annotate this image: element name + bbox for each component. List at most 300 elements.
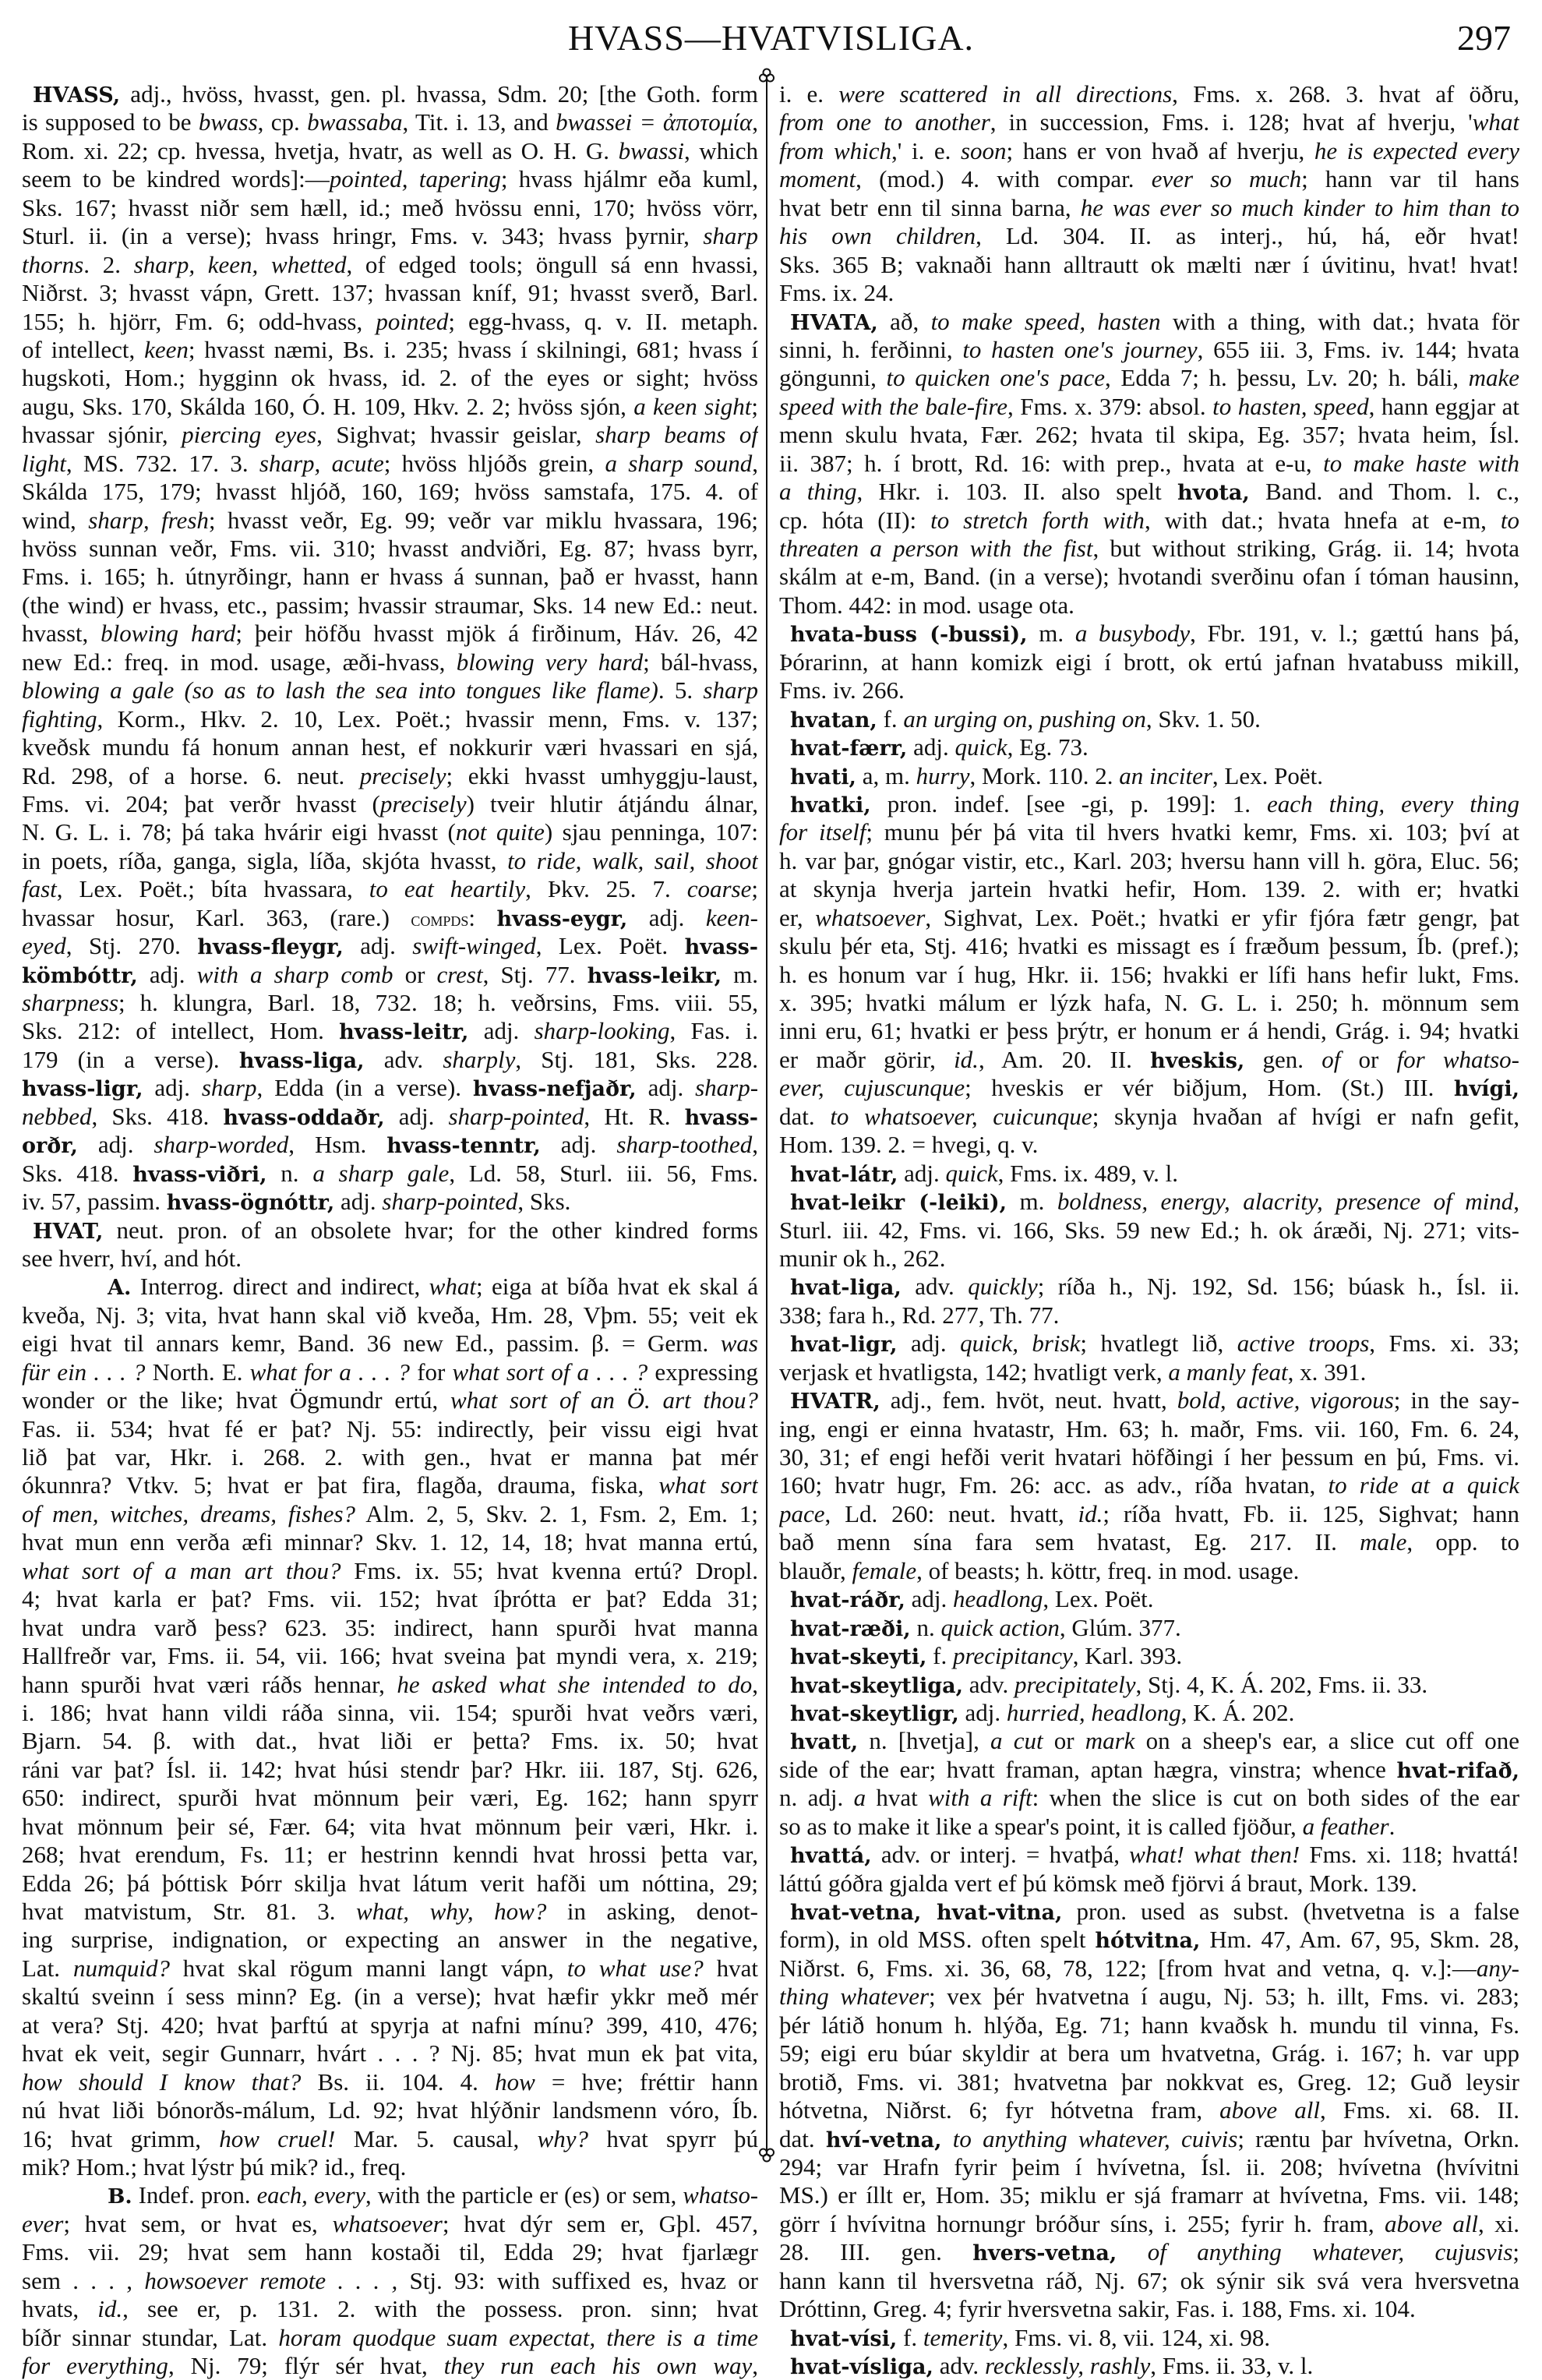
body-text: ; hveskis er vér biðjum, Hom. (St.) III. <box>965 1074 1454 1102</box>
body-text: , <box>752 108 758 136</box>
text-line <box>779 676 1519 704</box>
headword: hvattá, <box>790 1844 872 1869</box>
translation-text: to ride, walk, sail, shoot <box>507 846 758 874</box>
text-line <box>779 2181 1519 2209</box>
body-text: 268; hvat erendum, Fs. 11; er hestrinn kenndi hvat hrossi þetta var, <box>22 1841 758 1869</box>
running-title: HVASS—HVATVISLIGA. <box>567 18 975 58</box>
text-line <box>779 364 1519 392</box>
body-text: , Karl. 393. <box>1072 1642 1183 1670</box>
body-text: ; eiga at bíða hvat ek skal á <box>475 1273 758 1301</box>
headword: hvígi, <box>1453 1077 1519 1102</box>
translation-text: quickly <box>968 1273 1038 1301</box>
translation-text: soon <box>960 136 1007 164</box>
text-line <box>779 1671 1519 1699</box>
translation-text: bwassei = ἀποτομία <box>556 108 753 136</box>
body-text: Fas. ii. 534; hvat fé er þat? Nj. 55: indirectly, þeir vissu eigi hvat <box>22 1414 758 1442</box>
body-text: 59; eigi eru búar skyldir at bera um hvatvetna, Grág. i. 167; h. var upp <box>779 2039 1519 2067</box>
text-line <box>779 2096 1519 2124</box>
translation-text: of <box>1321 1045 1341 1073</box>
body-text: hvasst, <box>22 620 101 648</box>
body-text: of intellect, <box>22 335 145 363</box>
translation-text: a keen sight <box>633 392 752 420</box>
body-text: ; ekki hvasst umhyggju-laust, <box>446 761 758 789</box>
text-line <box>22 1216 758 1245</box>
text-line <box>779 1557 1519 1585</box>
text-line <box>779 1841 1519 1869</box>
left-column <box>22 80 758 2380</box>
text-line <box>779 762 1519 790</box>
headword: hvat-vísliga, <box>790 2355 933 2379</box>
body-text: Hom. 139. 2. = hvegi, q. v. <box>779 1131 1039 1159</box>
body-text: , Skv. 1. 50. <box>1145 704 1261 733</box>
headword: hvati, <box>790 764 856 789</box>
body-text: side of the ear; hvatt framan, aptan hægra, vinstra; whence <box>779 1755 1397 1783</box>
translation-text: sharp-pointed <box>448 1102 584 1130</box>
headword: hvass-eygr, <box>496 906 628 931</box>
body-text: adv. <box>963 1670 1015 1698</box>
body-text: , see er, p. 131. 2. with the possess. pron. sinn; hvat <box>122 2295 758 2323</box>
headword: hvass-viðri, <box>132 1162 267 1187</box>
text-line <box>22 1386 758 1414</box>
text-line <box>779 137 1519 165</box>
body-text: Mar. 5. causal, <box>335 2124 538 2152</box>
text-line <box>779 1813 1519 1841</box>
text-line <box>779 932 1519 960</box>
body-text: = hve; fréttir hann <box>535 2067 758 2096</box>
body-text: hvöss sunnan veðr, Fms. vii. 310; hvasst andviðri, Eg. 87; hvass byrr, <box>22 535 758 562</box>
text-line <box>22 2068 758 2096</box>
headword: hvass-leitr, <box>339 1020 469 1045</box>
body-text: i. 186; hvat hann vildi ráða sinna, vii. 154; spurði hvat veðrs væri, <box>22 1698 758 1726</box>
translation-text: keen <box>144 335 189 363</box>
body-text: , Fms. xi. 33; <box>1369 1329 1519 1358</box>
body-text: m. <box>722 960 758 988</box>
translation-text: ever, cujuscunque <box>779 1074 965 1102</box>
headword: hvass-oddaðr, <box>223 1105 385 1130</box>
body-text: wind, <box>22 506 89 534</box>
headword: hvass-ögnóttr, <box>166 1191 335 1216</box>
text-line <box>779 2039 1519 2067</box>
translation-text: speed with the bale-fire <box>779 392 1008 420</box>
body-text: hvat <box>866 1784 929 1812</box>
headword: hvat-ráðr, <box>790 1588 905 1613</box>
body-text: 179 (in a verse). <box>22 1045 239 1073</box>
body-text: , <box>752 2352 758 2379</box>
body-text: m. <box>1027 620 1075 648</box>
body-text: , Þkv. 25. 7. <box>525 875 687 903</box>
translation-text: sharpness <box>22 989 119 1016</box>
body-text: hvat skal rögum manni langt vápn, <box>169 1954 567 1982</box>
translation-text: male <box>1360 1528 1407 1556</box>
text-line <box>22 1870 758 1898</box>
text-line <box>779 2011 1519 2039</box>
body-text: að, <box>877 307 931 335</box>
translation-text: from which <box>779 136 892 164</box>
text-line <box>779 1898 1519 1926</box>
translation-text: sharp, fresh <box>88 506 209 534</box>
body-text: 294; var Hrafn fyrir þeim í hvívetna, Ísl. ii. 208; hvívetna (hvívitni <box>779 2152 1519 2180</box>
body-text: Sks. 365 B; vaknaði hann alltrautt ok mælti nær í úvitinu, hvat! hvat! <box>779 250 1519 278</box>
text-line <box>779 1585 1519 1613</box>
column-divider <box>766 87 767 2145</box>
headword: hvat-færr, <box>790 736 908 761</box>
text-line <box>22 1756 758 1784</box>
text-line <box>779 1160 1519 1188</box>
translation-text: sharp-worded <box>153 1131 289 1159</box>
body-text: . <box>1389 1812 1396 1840</box>
text-line <box>779 1443 1519 1471</box>
text-line <box>779 705 1519 733</box>
body-text: , Glúm. 377. <box>1059 1613 1181 1641</box>
translation-text: a sharp sound <box>605 449 753 477</box>
body-text: , Sighvat; hvassir geislar, <box>316 421 596 449</box>
text-line <box>22 165 758 193</box>
translation-text: ever so much <box>1151 165 1302 193</box>
body-text: Hm. 47, Am. 67, 95, Skm. 28, <box>1200 1926 1519 1954</box>
body-text: augu, Sks. 170, Skálda 160, Ó. H. 109, Hkv. 2. 2; hvöss sjón, <box>22 392 634 420</box>
body-text: adj. <box>627 903 706 931</box>
translation-text: how cruel! <box>219 2124 336 2152</box>
translation-text: sharply <box>443 1045 516 1073</box>
body-text: ing, engi er einna hvatastr, Hm. 63; h. maðr, Fms. vii. 160, Fm. 6. 24, <box>779 1414 1519 1442</box>
translation-text: what sort <box>658 1471 758 1499</box>
body-text: , MS. 732. 17. 3. <box>65 449 259 477</box>
body-text: new Ed.: freq. in mod. usage, æði-hvass, <box>22 648 457 676</box>
translation-text: to quicken one's pace <box>886 364 1105 392</box>
body-text: adj. <box>540 1131 617 1159</box>
body-text: , Fas. i. <box>669 1017 758 1045</box>
text-line <box>779 875 1519 903</box>
translation-text: above all <box>1384 2209 1479 2237</box>
body-text: hvat undra varð þess? 623. 35: indirect, hann spurði hvat manna <box>22 1613 758 1641</box>
text-line <box>22 1898 758 1926</box>
text-line <box>22 1841 758 1869</box>
body-text: see hverr, hví, and hót. <box>22 1244 242 1272</box>
text-line <box>22 2267 758 2295</box>
text-line <box>22 1273 758 1301</box>
text-line <box>22 2295 758 2323</box>
body-text: adj., fem. hvöt, neut. hvatt, <box>880 1386 1177 1414</box>
translation-text: a cut <box>990 1727 1043 1755</box>
text-line <box>779 336 1519 364</box>
translation-text: fighting <box>22 704 97 733</box>
body-text: nú hvat liði bónorðs-málum, Ld. 92; hvat hlýðnir landsmenn vóro, Íb. <box>22 2096 758 2124</box>
text-line <box>779 1870 1519 1898</box>
text-line <box>22 80 758 108</box>
text-line <box>22 1699 758 1727</box>
body-text: m. <box>1007 1188 1057 1216</box>
body-text: Þórarinn, at hann komizk eigi í brott, ok ertú jafnan hvatabuss mikill, <box>779 648 1519 676</box>
text-line <box>22 2153 758 2181</box>
translation-text: not quite <box>455 818 545 846</box>
text-line <box>22 2324 758 2352</box>
text-line <box>22 1188 758 1216</box>
text-line <box>22 1784 758 1812</box>
text-line <box>779 1103 1519 1131</box>
body-text: . 5. <box>658 676 704 704</box>
text-line <box>22 222 758 250</box>
translation-text: howsoever remote . . . , <box>144 2266 398 2294</box>
translation-text: an inciter <box>1119 761 1212 789</box>
translation-text: blowing a gale (so as to lash the sea into tongues like flame) <box>22 676 658 704</box>
body-text: , Stj. 270. <box>65 932 198 960</box>
body-text: adj. <box>77 1131 154 1159</box>
body-text: Alm. 2, 5, Skv. 2. 1, Fsm. 2, Em. 1; <box>355 1499 758 1527</box>
body-text: Interrog. direct and indirect, <box>131 1273 429 1301</box>
text-line <box>22 393 758 421</box>
translation-text: quick <box>945 1159 998 1187</box>
body-text: , K. Á. 202. <box>1180 1698 1295 1726</box>
text-line <box>779 535 1519 563</box>
headword: hvat-liga, <box>790 1276 902 1301</box>
text-line <box>779 194 1519 222</box>
body-text: lið þat var, Hkr. i. 268. 2. with gen., hvat er manna þat mér <box>22 1443 758 1471</box>
text-line <box>22 620 758 648</box>
body-text: , Stj. 181, Sks. 228. <box>515 1045 758 1073</box>
body-text: , Sighvat, Lex. Poët.; hvatki er yfir fjóra fætr gengr, þat <box>925 903 1519 931</box>
translation-text: sharp-pointed <box>382 1188 518 1216</box>
body-text: ; hvasst næmi, Bs. i. 235; hvass í skilningi, 681; hvass í <box>188 335 758 363</box>
translation-text: to <box>1500 506 1519 534</box>
headword: hótvitna, <box>1095 1929 1201 1954</box>
body-text: verjask et hvatligsta, 142; hvatligt verk, <box>779 1358 1169 1386</box>
text-line <box>22 932 758 960</box>
body-text: ; ríða h., Nj. 192, Sd. 156; búask h., Ísl. ii. <box>1037 1273 1519 1301</box>
text-line <box>22 1813 758 1841</box>
translation-text: what sort of a man art thou? <box>22 1556 341 1584</box>
text-line <box>779 1756 1519 1784</box>
translation-text: fast <box>22 875 57 903</box>
body-text: , <box>752 1670 758 1698</box>
body-text: ,' i. e. <box>891 136 961 164</box>
body-text: on a sheep's ear, a slice cut off one <box>1134 1727 1519 1755</box>
translation-text: whatsoever <box>815 903 926 931</box>
body-text: , Fms. ii. 33, v. l. <box>1150 2352 1314 2379</box>
body-text: hvat mönnum þeir sé, Fær. 64; vita hvat mönnum þeir væri, Hkr. i. <box>22 1812 758 1840</box>
translation-text: of men, witches, dreams, fishes? <box>22 1499 356 1527</box>
text-line <box>779 1358 1519 1386</box>
body-text: f. <box>926 1642 953 1670</box>
body-text: , Tit. i. 13, and <box>402 108 556 136</box>
text-line <box>22 733 758 761</box>
text-line <box>779 1926 1519 1954</box>
text-line <box>779 961 1519 989</box>
body-text: skálm at e-m, Band. (in a verse); hvotandi sverðinu ofan í tóman hausinn, <box>779 563 1519 591</box>
text-line <box>779 847 1519 875</box>
body-text: Edda 26; þá þóttisk Þórr skilja hvat látum verit hafði um nóttina, 29; <box>22 1869 758 1897</box>
body-text: , Sks. 418. <box>91 1102 224 1130</box>
body-text: hugskoti, Hom.; hygginn ok hvass, id. 2. of the eyes or sight; hvöss <box>22 364 758 392</box>
body-text: adv. <box>901 1273 969 1301</box>
body-text: , Fms. x. 268. 3. hvat af öðru, <box>1172 80 1519 108</box>
body-text: Bs. ii. 104. 4. <box>301 2067 496 2096</box>
body-text: , Ld. 304. II. as interj., hú, há, eðr hvat! <box>976 222 1519 250</box>
body-text: : <box>468 903 497 931</box>
translation-text: sharp beams of <box>595 421 758 449</box>
body-text: seem to be kindred words]:— <box>22 165 330 193</box>
headword: hvass-liga, <box>238 1048 365 1073</box>
text-line <box>22 1415 758 1443</box>
text-line <box>779 279 1519 307</box>
body-text: , with dat.; hvata hnefa at e-m, <box>1144 506 1501 534</box>
text-line <box>779 1245 1519 1273</box>
body-text: ; <box>751 875 758 903</box>
headword: hvata-buss (-bussi), <box>790 623 1028 648</box>
text-line <box>22 676 758 704</box>
text-line <box>22 648 758 676</box>
text-line <box>779 2153 1519 2181</box>
translation-text: a <box>853 1784 866 1812</box>
body-text: , Fms. x. 379: absol. <box>1007 392 1213 420</box>
translation-text: from one to another <box>779 108 990 136</box>
translation-text: sharp-looking <box>534 1017 670 1045</box>
text-line <box>779 80 1519 108</box>
headword: hvass-fleygr, <box>197 935 344 960</box>
body-text: , x. 391. <box>1287 1358 1367 1386</box>
body-text: is supposed to be <box>22 108 199 136</box>
translation-text: eyed <box>22 932 66 960</box>
body-text: h. var þar, gnógar vistir, etc., Karl. 203; hversu hann vill h. göra, Eluc. 56; <box>779 846 1519 874</box>
text-line <box>22 251 758 279</box>
translation-text: each thing, every thing <box>1267 789 1519 817</box>
body-text: ; h. klungra, Barl. 18, 732. 18; h. veðrsins, Fms. viii. 55, <box>118 989 758 1016</box>
body-text: ; hvat sem, or hvat es, <box>63 2209 333 2237</box>
translation-text: what <box>429 1273 476 1301</box>
text-line <box>22 1671 758 1699</box>
translation-text: pointed, tapering <box>329 165 501 193</box>
translation-text: to what use? <box>566 1954 704 1982</box>
text-line <box>779 2324 1519 2352</box>
body-text: Fms. xi. 118; hvattá! <box>1300 1841 1519 1869</box>
text-line <box>779 1727 1519 1755</box>
text-line <box>779 222 1519 250</box>
text-line <box>22 2039 758 2067</box>
text-line <box>779 1046 1519 1074</box>
body-text: adj., hvöss, hvasst, gen. pl. hvassa, Sdm. 20; [the Goth. form <box>120 80 758 108</box>
body-text: ; <box>751 392 758 420</box>
body-text: adj. <box>898 1159 946 1187</box>
text-line <box>779 1329 1519 1358</box>
body-text: hvat spyrr þú <box>588 2124 758 2152</box>
text-line <box>22 194 758 222</box>
body-text: Hallfreðr var, Fms. ii. 54, vii. 166; hvat sveina þat myndi vera, x. 219; <box>22 1642 758 1670</box>
body-text: Sturl. iii. 42, Fms. vi. 166, Sks. 59 new Ed.; h. ok áræði, Nj. 271; vits- <box>779 1216 1519 1244</box>
text-line <box>22 762 758 790</box>
translation-text: boldness, energy, alacrity, presence of mind <box>1057 1188 1514 1216</box>
headword: HVASS, <box>33 83 121 108</box>
body-text: hvat <box>703 1954 758 1982</box>
text-line <box>22 1074 758 1102</box>
text-line <box>779 1415 1519 1443</box>
body-text: ) sjau penninga, 107: <box>544 818 758 846</box>
text-line <box>22 705 758 733</box>
translation-text: blowing hard <box>101 620 236 648</box>
translation-text: to hasten, speed <box>1212 392 1369 420</box>
text-line <box>22 875 758 903</box>
body-text: adv. <box>933 2352 985 2379</box>
body-text: inni eru, 61; hvatki er þess þrýtr, er honum er á hendi, Grág. i. 94; hvatki <box>779 1017 1519 1045</box>
body-text: ; hvöss hljóðs grein, <box>383 449 605 477</box>
translation-text: a thing <box>779 478 857 506</box>
body-text: adj. <box>897 1329 961 1358</box>
headword: hvatan, <box>790 708 877 733</box>
translation-text: sharp <box>201 1074 257 1102</box>
body-text: , with the particle er (es) or sem, <box>365 2182 683 2209</box>
body-text: Fms. ix. 55; hvat kvenna ertú? Dropl. <box>341 1556 758 1584</box>
translation-text: was <box>720 1329 758 1358</box>
body-text: 155; h. hjörr, Fm. 6; odd-hvass, <box>22 307 376 335</box>
body-text: adj. <box>468 1017 535 1045</box>
body-text: wonder or the like; hvat Ögmundr ertú, <box>22 1386 451 1414</box>
body-text: ; hvat dýr sem er, Gþl. 457, <box>442 2209 758 2237</box>
body-text: dat. <box>779 2124 826 2152</box>
body-text: 650: indirect, spurði hvat mönnum þeir væri, Eg. 162; hann spyrr <box>22 1784 758 1812</box>
body-text: , Mork. 110. 2. <box>969 761 1120 789</box>
translation-text: a feather <box>1302 1812 1389 1840</box>
body-text: MS.) er íllt er, Hom. 35; miklu er sjá framarr at hvívetna, Fms. vii. 148; <box>779 2181 1519 2209</box>
text-line <box>779 108 1519 136</box>
text-line <box>22 847 758 875</box>
text-line <box>779 251 1519 279</box>
body-text: gen. <box>1244 1045 1322 1073</box>
body-text: láttú góðra gjalda vert ef þú kömsk með fjörvi á braut, Mork. 139. <box>779 1869 1417 1897</box>
translation-text: of anything whatever, cujusvis <box>1147 2238 1513 2266</box>
translation-text: make <box>1468 364 1519 392</box>
headword: hvat-skeytligr, <box>790 1701 959 1726</box>
text-line <box>779 2210 1519 2238</box>
body-text: ráni var þat? Ísl. ii. 142; hvat húsi stendr þar? Hkr. iii. 187, Stj. 626, <box>22 1755 758 1783</box>
body-text: , Eg. 73. <box>1007 733 1089 761</box>
body-text: . 2. <box>83 250 134 278</box>
translation-text: moment <box>779 165 856 193</box>
text-line <box>22 1983 758 2011</box>
translation-text: he was ever so much kinder to him than to <box>1080 193 1519 221</box>
translation-text: crest <box>436 960 483 988</box>
text-line <box>22 1160 758 1188</box>
body-text: , cp. <box>257 108 308 136</box>
body-text: , Lex. Poët.; bíta hvassara, <box>56 875 369 903</box>
text-line <box>22 2210 758 2238</box>
text-line <box>22 507 758 535</box>
body-text: ; ríða hvatt, Fb. ii. 125, Sighvat; hann <box>1103 1499 1519 1527</box>
body-text: blauðr, <box>779 1556 852 1584</box>
body-text: Fms. vi. 204; þat verðr hvasst ( <box>22 789 380 817</box>
body-text: adj. <box>343 932 413 960</box>
text-line <box>22 1500 758 1528</box>
body-text: , 655 iii. 3, Fms. iv. 144; hvata <box>1197 335 1519 363</box>
translation-text: für ein . . . ? <box>22 1358 146 1386</box>
headword: hvass-leikr, <box>587 963 722 988</box>
body-text: Stj. 93: with suffixed es, hvaz or <box>397 2266 758 2294</box>
translation-text: coarse <box>686 875 752 903</box>
text-line <box>22 1017 758 1045</box>
body-text: Indef. pron. <box>132 2182 257 2209</box>
body-text: ing surprise, indignation, or expecting an answer in the negative, <box>22 1926 758 1954</box>
headword: HVATA, <box>790 310 878 335</box>
body-text: Band. and Thom. l. c., <box>1249 478 1519 506</box>
body-text: pron. used as subst. (hvetvetna is a false <box>1062 1898 1519 1925</box>
body-text: , Sks. <box>517 1188 571 1216</box>
translation-text: horam quodque suam expectat, there is a time <box>278 2323 758 2351</box>
headword: B. <box>108 2184 132 2209</box>
body-text: adj. <box>636 1074 696 1102</box>
text-line <box>779 2068 1519 2096</box>
text-line <box>779 733 1519 761</box>
text-line <box>22 279 758 307</box>
text-line <box>22 2352 758 2380</box>
body-text: mik? Hom.; hvat lýstr þú mik? id., freq. <box>22 2152 407 2180</box>
text-line <box>22 1046 758 1074</box>
